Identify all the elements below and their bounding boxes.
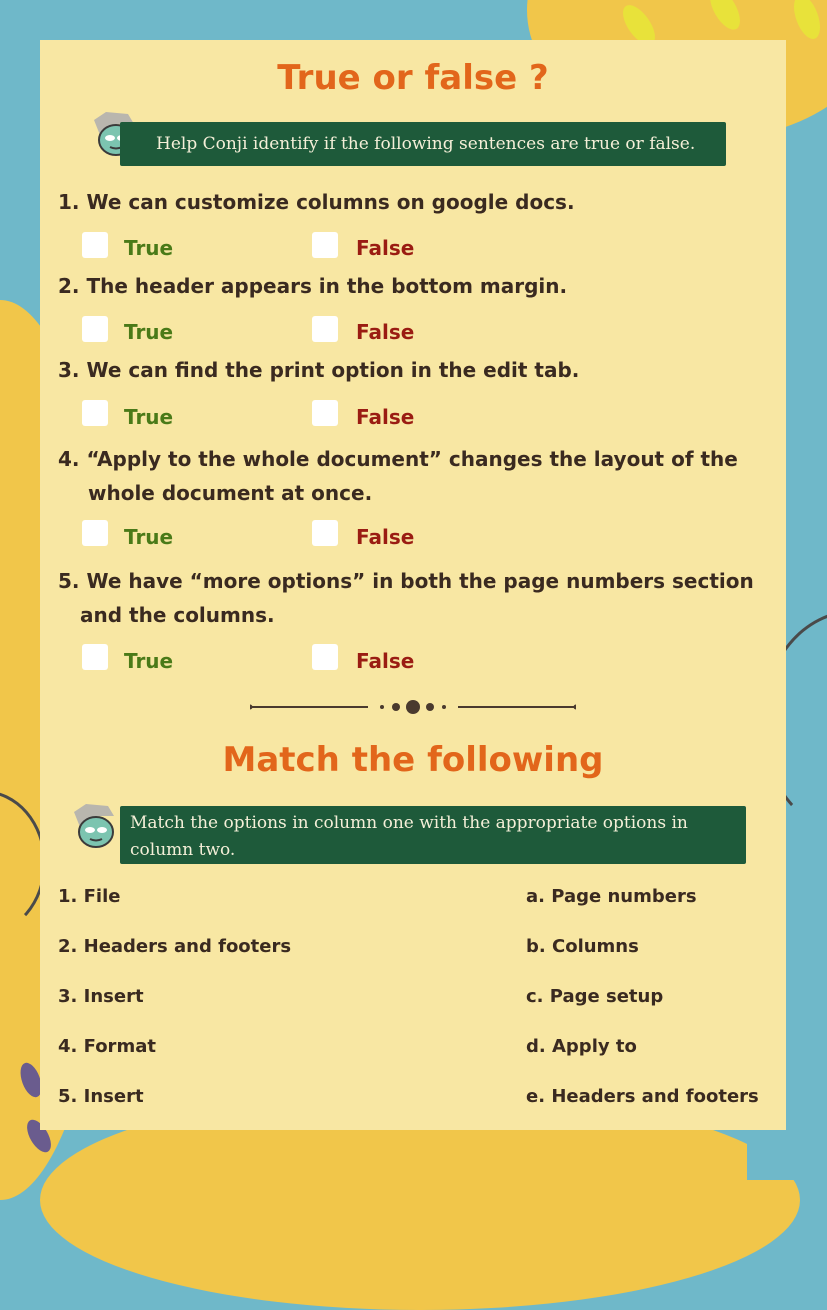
true-checkbox[interactable] <box>82 520 108 546</box>
true-checkbox[interactable] <box>82 400 108 426</box>
true-false-instruction-banner <box>120 122 726 166</box>
question-text: 5. We have “more options” in both the page numbers section <box>58 569 754 593</box>
question-2 <box>58 274 567 298</box>
match-left-item: 5. Insert <box>58 1086 144 1107</box>
false-checkbox[interactable] <box>312 520 338 546</box>
match-right-item: a. Page numbers <box>526 886 697 907</box>
false-label: False <box>356 525 415 549</box>
match-left-item: 1. File <box>58 886 121 907</box>
false-label: False <box>356 320 415 344</box>
match-left-item: 2. Headers and footers <box>58 936 292 957</box>
match-instruction: Match the options in column one with the appropriate options in column two. <box>130 813 688 860</box>
question-text: 1. We can customize columns on google docs. <box>58 190 575 214</box>
question-text: 2. The header appears in the bottom margin. <box>58 274 568 298</box>
question-3 <box>58 358 579 382</box>
false-checkbox[interactable] <box>312 316 338 342</box>
false-checkbox[interactable] <box>312 400 338 426</box>
match-title: Match the following <box>222 740 604 780</box>
match-right-item: e. Headers and footers <box>526 1086 759 1107</box>
match-right-item: b. Columns <box>526 936 639 957</box>
question-text: 4. “Apply to the whole document” changes the layout of the <box>58 447 738 471</box>
true-checkbox[interactable] <box>82 644 108 670</box>
match-right-item: d. Apply to <box>526 1036 637 1057</box>
false-checkbox[interactable] <box>312 232 338 258</box>
question-4 <box>58 442 738 510</box>
true-checkbox[interactable] <box>82 316 108 342</box>
question-text: 3. We can find the print option in the edit tab. <box>58 358 580 382</box>
match-left-item: 4. Format <box>58 1036 156 1057</box>
true-label: True <box>124 320 174 344</box>
false-label: False <box>356 649 415 673</box>
false-label: False <box>356 405 415 429</box>
true-label: True <box>124 525 174 549</box>
question-5 <box>58 564 754 632</box>
section-divider <box>250 700 576 714</box>
true-label: True <box>124 405 174 429</box>
worksheet-page <box>40 40 786 1130</box>
question-text-line2: and the columns. <box>80 603 275 627</box>
conji-mascot-icon <box>68 802 120 854</box>
match-instruction-banner <box>120 806 746 864</box>
false-label: False <box>356 236 415 260</box>
true-label: True <box>124 236 174 260</box>
false-checkbox[interactable] <box>312 644 338 670</box>
true-checkbox[interactable] <box>82 232 108 258</box>
true-label: True <box>124 649 174 673</box>
match-right-item: c. Page setup <box>526 986 664 1007</box>
match-left-item: 3. Insert <box>58 986 144 1007</box>
true-false-title: True or false ? <box>277 58 549 98</box>
true-false-instruction: Help Conji identify if the following sentences are true or false. <box>156 134 696 154</box>
question-1 <box>58 190 575 214</box>
question-text-line2: whole document at once. <box>88 481 373 505</box>
